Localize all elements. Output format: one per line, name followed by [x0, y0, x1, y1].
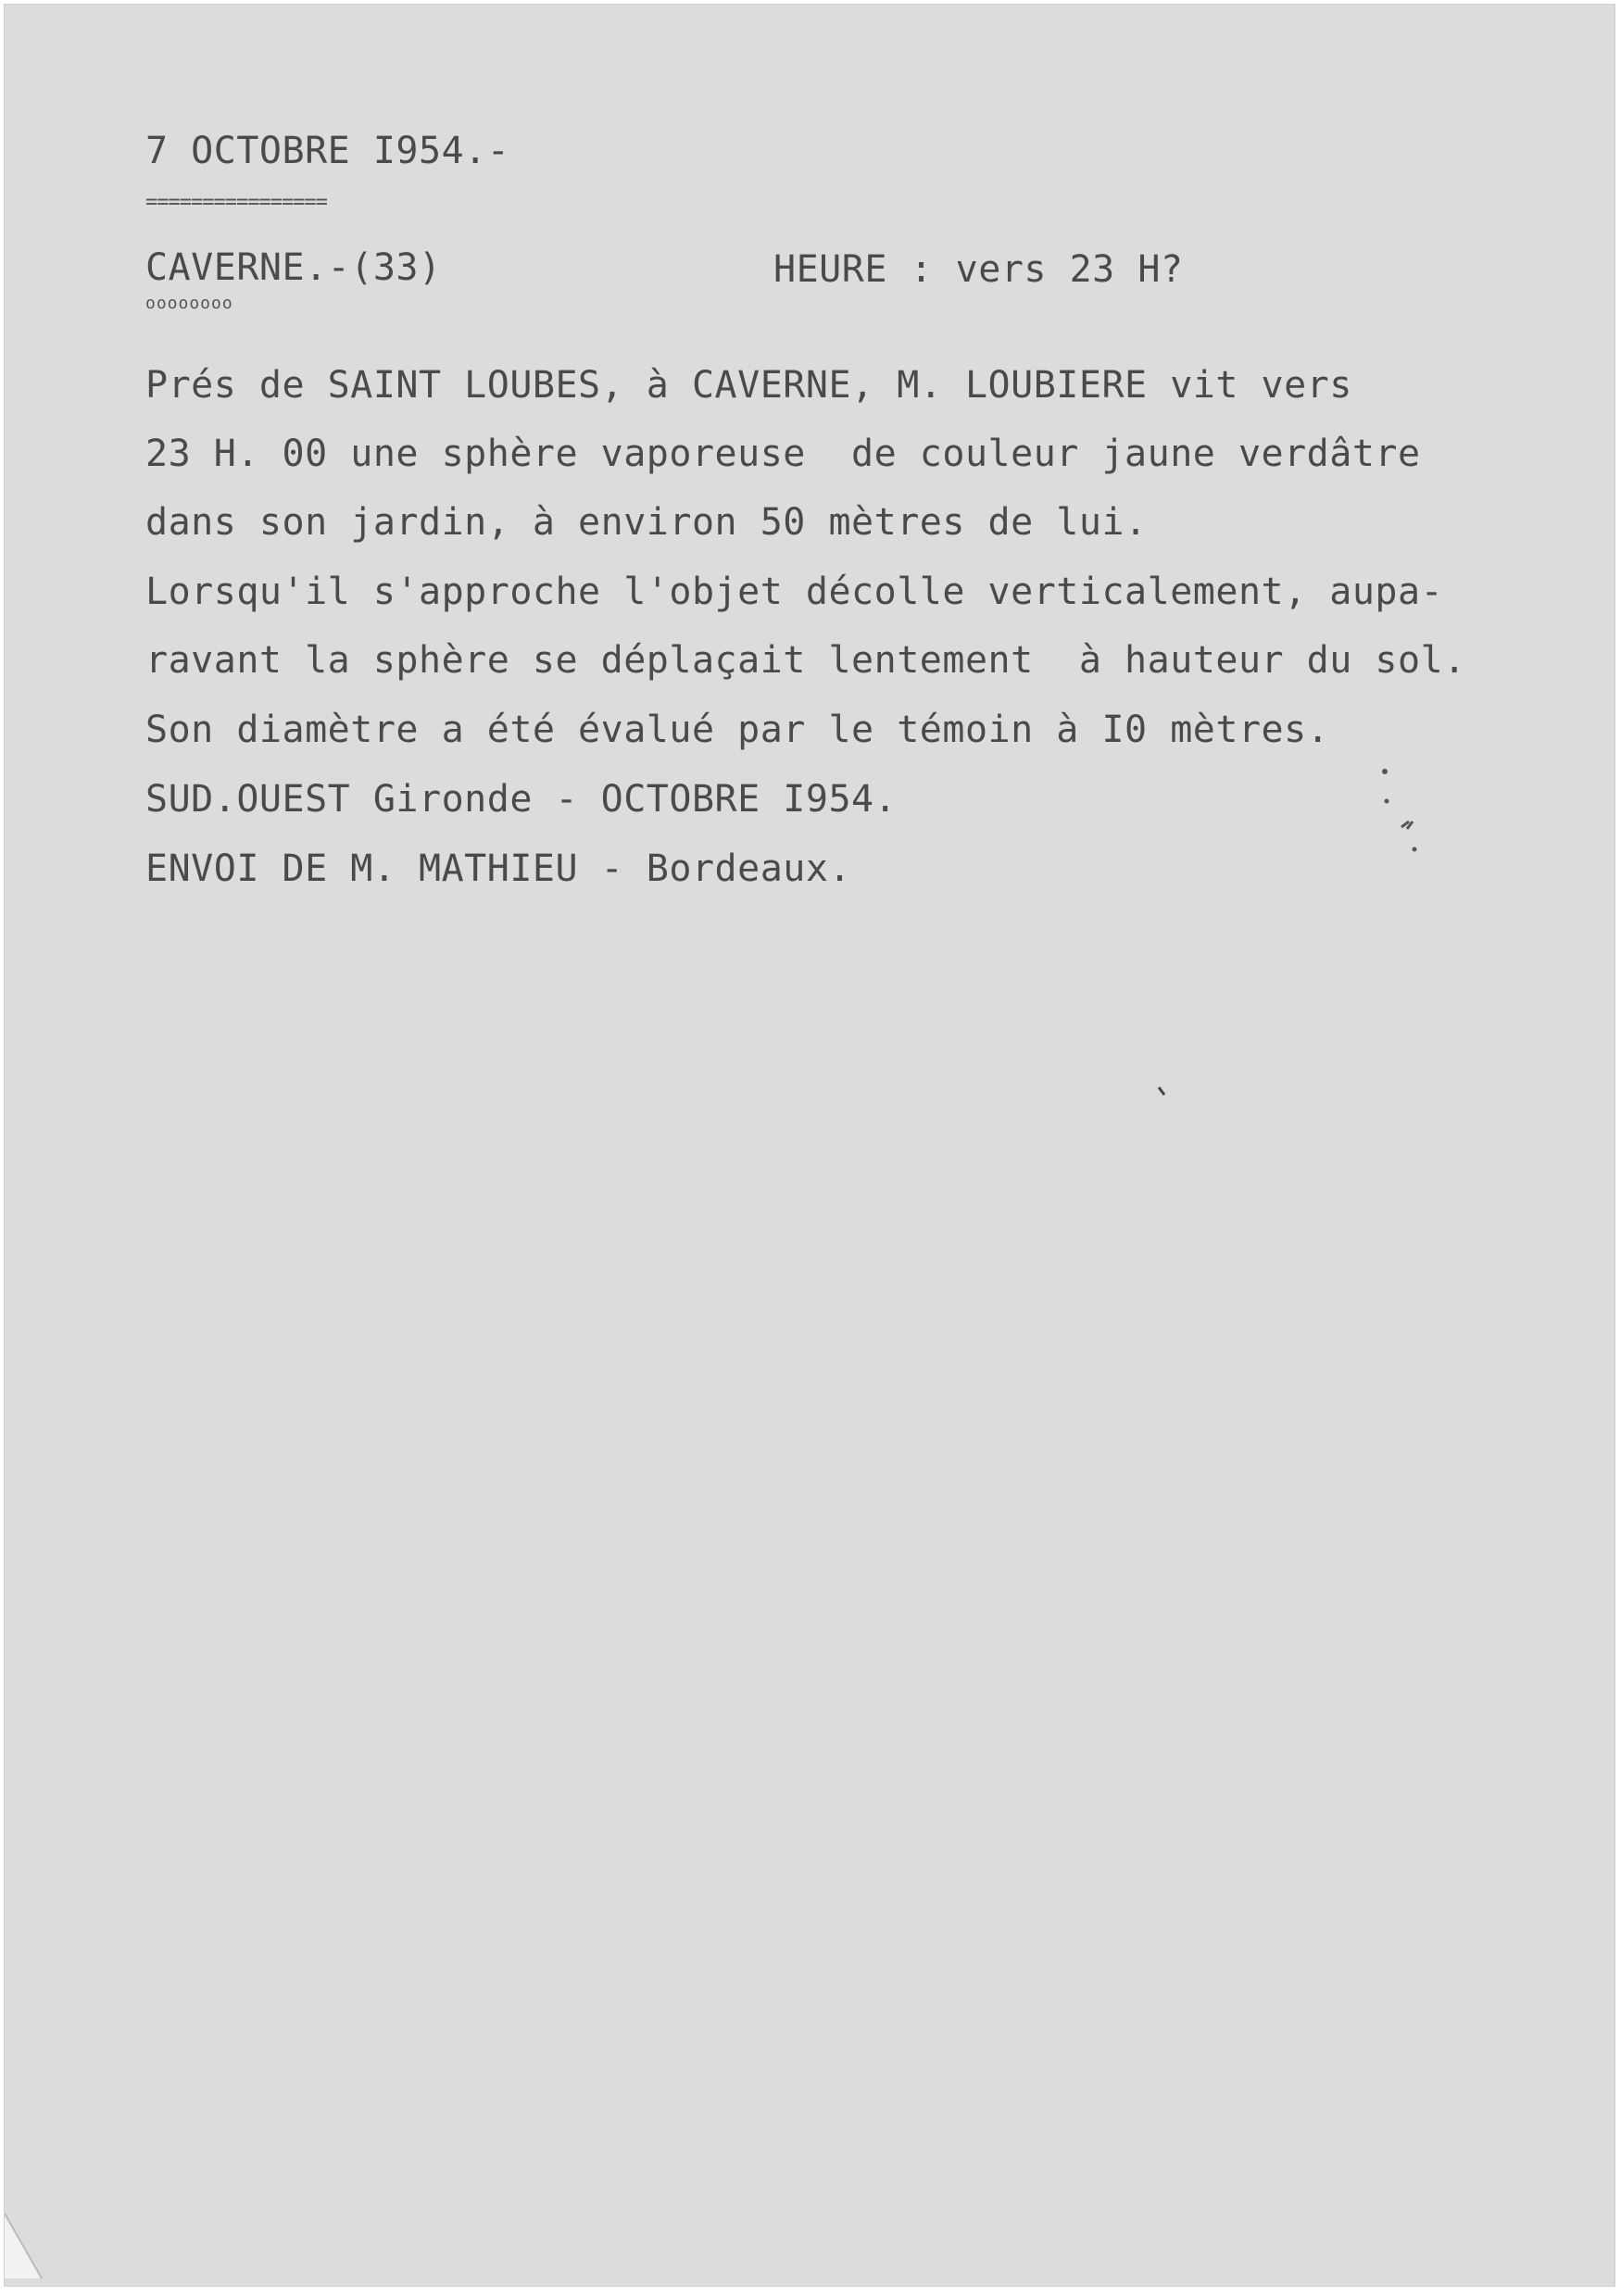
body-line: Prés de SAINT LOUBES, à CAVERNE, M. LOUBIERE vit vers: [145, 364, 1352, 407]
body-line: Lorsqu'il s'approche l'objet décolle verticalement, aupa-: [145, 571, 1444, 613]
location-heading: CAVERNE.-(33): [145, 246, 442, 289]
source-line: SUD.OUEST Gironde - OCTOBRE I954.: [145, 778, 898, 821]
document-page: [4, 4, 1615, 2287]
body-line: 23 H. 00 une sphère vaporeuse de couleur jaune verdâtre: [145, 433, 1421, 475]
report-date: 7 OCTOBRE I954.-: [145, 130, 510, 172]
body-line: dans son jardin, à environ 50 mètres de lui.: [145, 501, 1148, 544]
ink-specks: [1366, 764, 1431, 866]
stray-speck: [1155, 1084, 1174, 1102]
body-line: Son diamètre a été évalué par le témoin à I0 mètres.: [145, 709, 1330, 751]
time-heading: HEURE : vers 23 H?: [773, 248, 1184, 291]
sender-line: ENVOI DE M. MATHIEU - Bordeaux.: [145, 847, 852, 890]
location-underline: oooooooo: [145, 294, 233, 313]
body-line: ravant la sphère se déplaçait lentement à hauteur du sol.: [145, 639, 1466, 682]
date-underline: ================: [145, 191, 327, 214]
corner-fold: [5, 2214, 60, 2288]
